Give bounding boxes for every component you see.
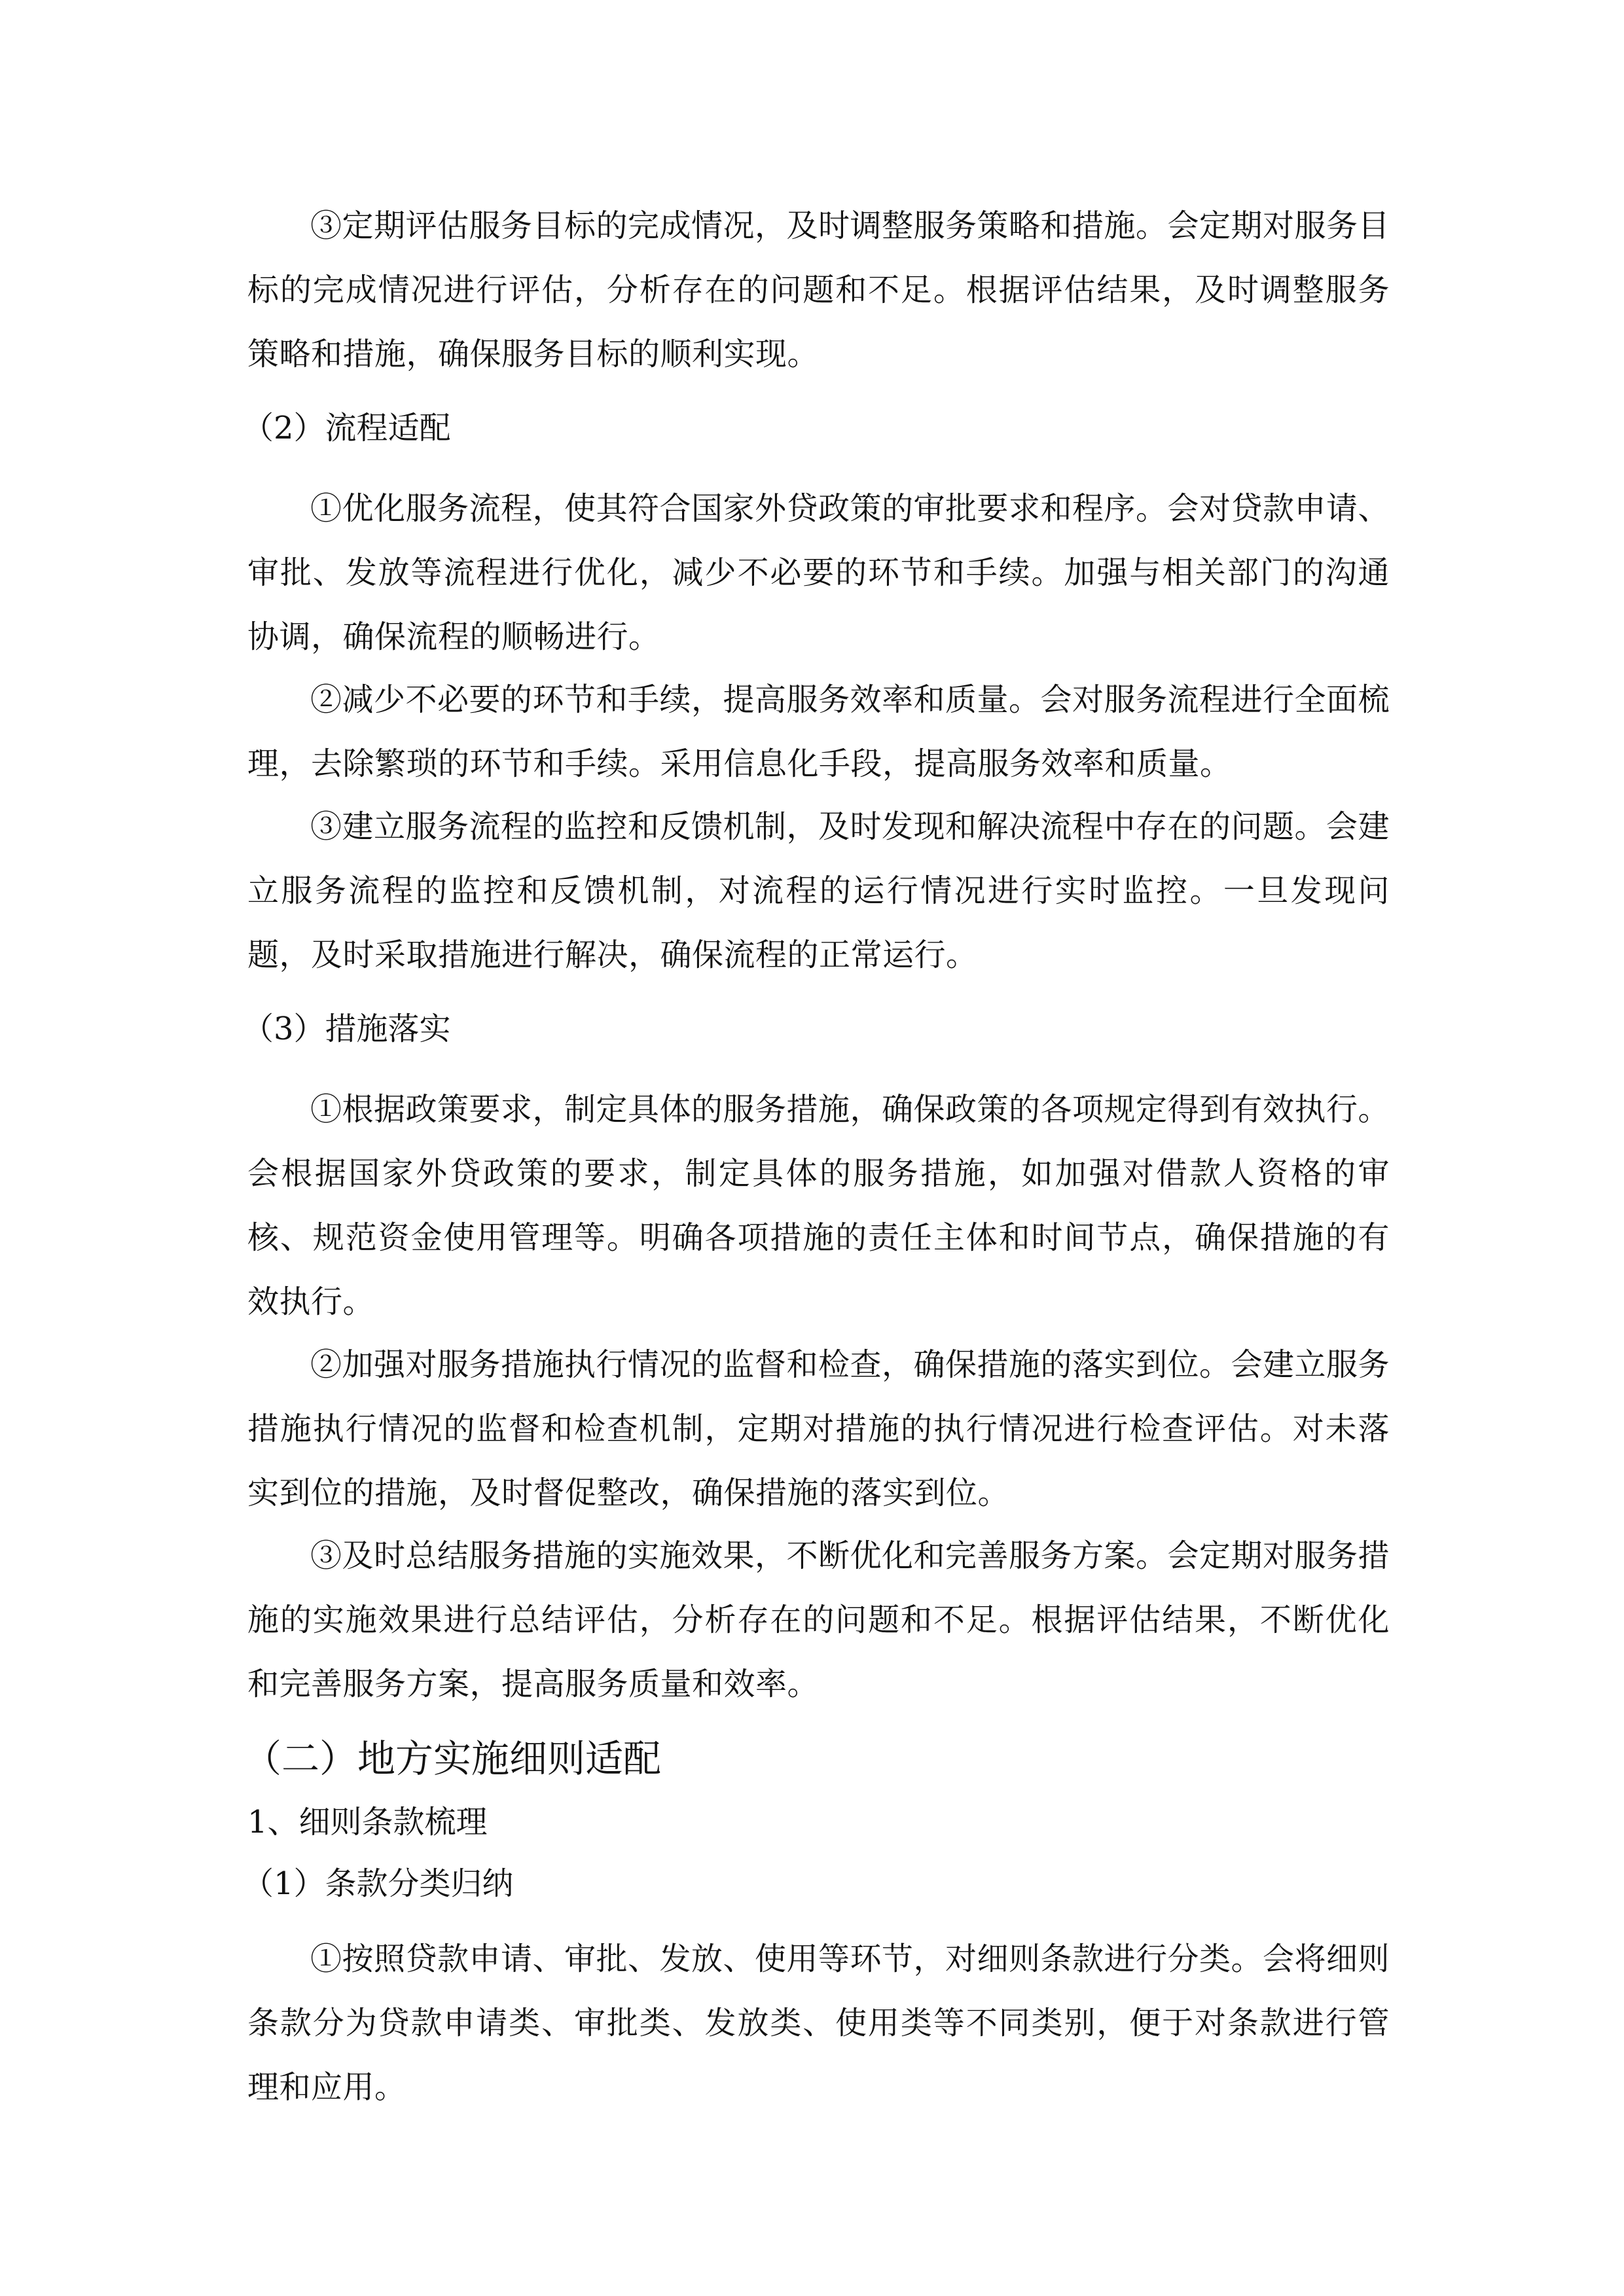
paragraph-supervision-inspection: ②加强对服务措施执行情况的监督和检查，确保措施的落实到位。会建立服务措施执行情况的监督和检查机制，定期对措施的执行情况进行检查评估。对未落实到位的措施，及时督促整改，确保措施的落实到位。 — [247, 1346, 1390, 1511]
heading-local-rules-adaptation: （二）地方实施细则适配 — [244, 1736, 662, 1781]
paragraph-optimize-process: ①优化服务流程，使其符合国家外贷政策的审批要求和程序。会对贷款申请、审批、发放等流程进行优化，减少不必要的环节和手续。加强与相关部门的沟通协调，确保流程的顺畅进行。 — [247, 490, 1390, 655]
subheading-process-adaptation: （2）流程适配 — [242, 410, 451, 446]
subheading-measures-implementation: （3）措施落实 — [242, 1011, 451, 1047]
paragraph-reduce-steps: ②减少不必要的环节和手续，提高服务效率和质量。会对服务流程进行全面梳理，去除繁琐的环节和手续。采用信息化手段，提高服务效率和质量。 — [247, 681, 1390, 782]
subheading-clause-classification: （1）条款分类归纳 — [242, 1865, 514, 1902]
paragraph-classify-clauses: ①按照贷款申请、审批、发放、使用等环节，对细则条款进行分类。会将细则条款分为贷款申请类、审批类、发放类、使用类等不同类别，便于对条款进行管理和应用。 — [247, 1941, 1390, 2106]
heading-rules-review: 1、细则条款梳理 — [247, 1804, 488, 1840]
paragraph-summarize-effects: ③及时总结服务措施的实施效果，不断优化和完善服务方案。会定期对服务措施的实施效果进行总结评估，分析存在的问题和不足。根据评估结果，不断优化和完善服务方案，提高服务质量和效率。 — [247, 1537, 1390, 1702]
paragraph-evaluate-service-goals: ③定期评估服务目标的完成情况，及时调整服务策略和措施。会定期对服务目标的完成情况进行评估，分析存在的问题和不足。根据评估结果，及时调整服务策略和措施，确保服务目标的顺利实现。 — [247, 207, 1390, 372]
paragraph-process-monitoring: ③建立服务流程的监控和反馈机制，及时发现和解决流程中存在的问题。会建立服务流程的监控和反馈机制，对流程的运行情况进行实时监控。一旦发现问题，及时采取措施进行解决，确保流程的正常运行。 — [247, 808, 1390, 973]
paragraph-specific-measures: ①根据政策要求，制定具体的服务措施，确保政策的各项规定得到有效执行。会根据国家外贷政策的要求，制定具体的服务措施，如加强对借款人资格的审核、规范资金使用管理等。明确各项措施的责任主体和时间节点，确保措施的有效执行。 — [247, 1091, 1390, 1320]
